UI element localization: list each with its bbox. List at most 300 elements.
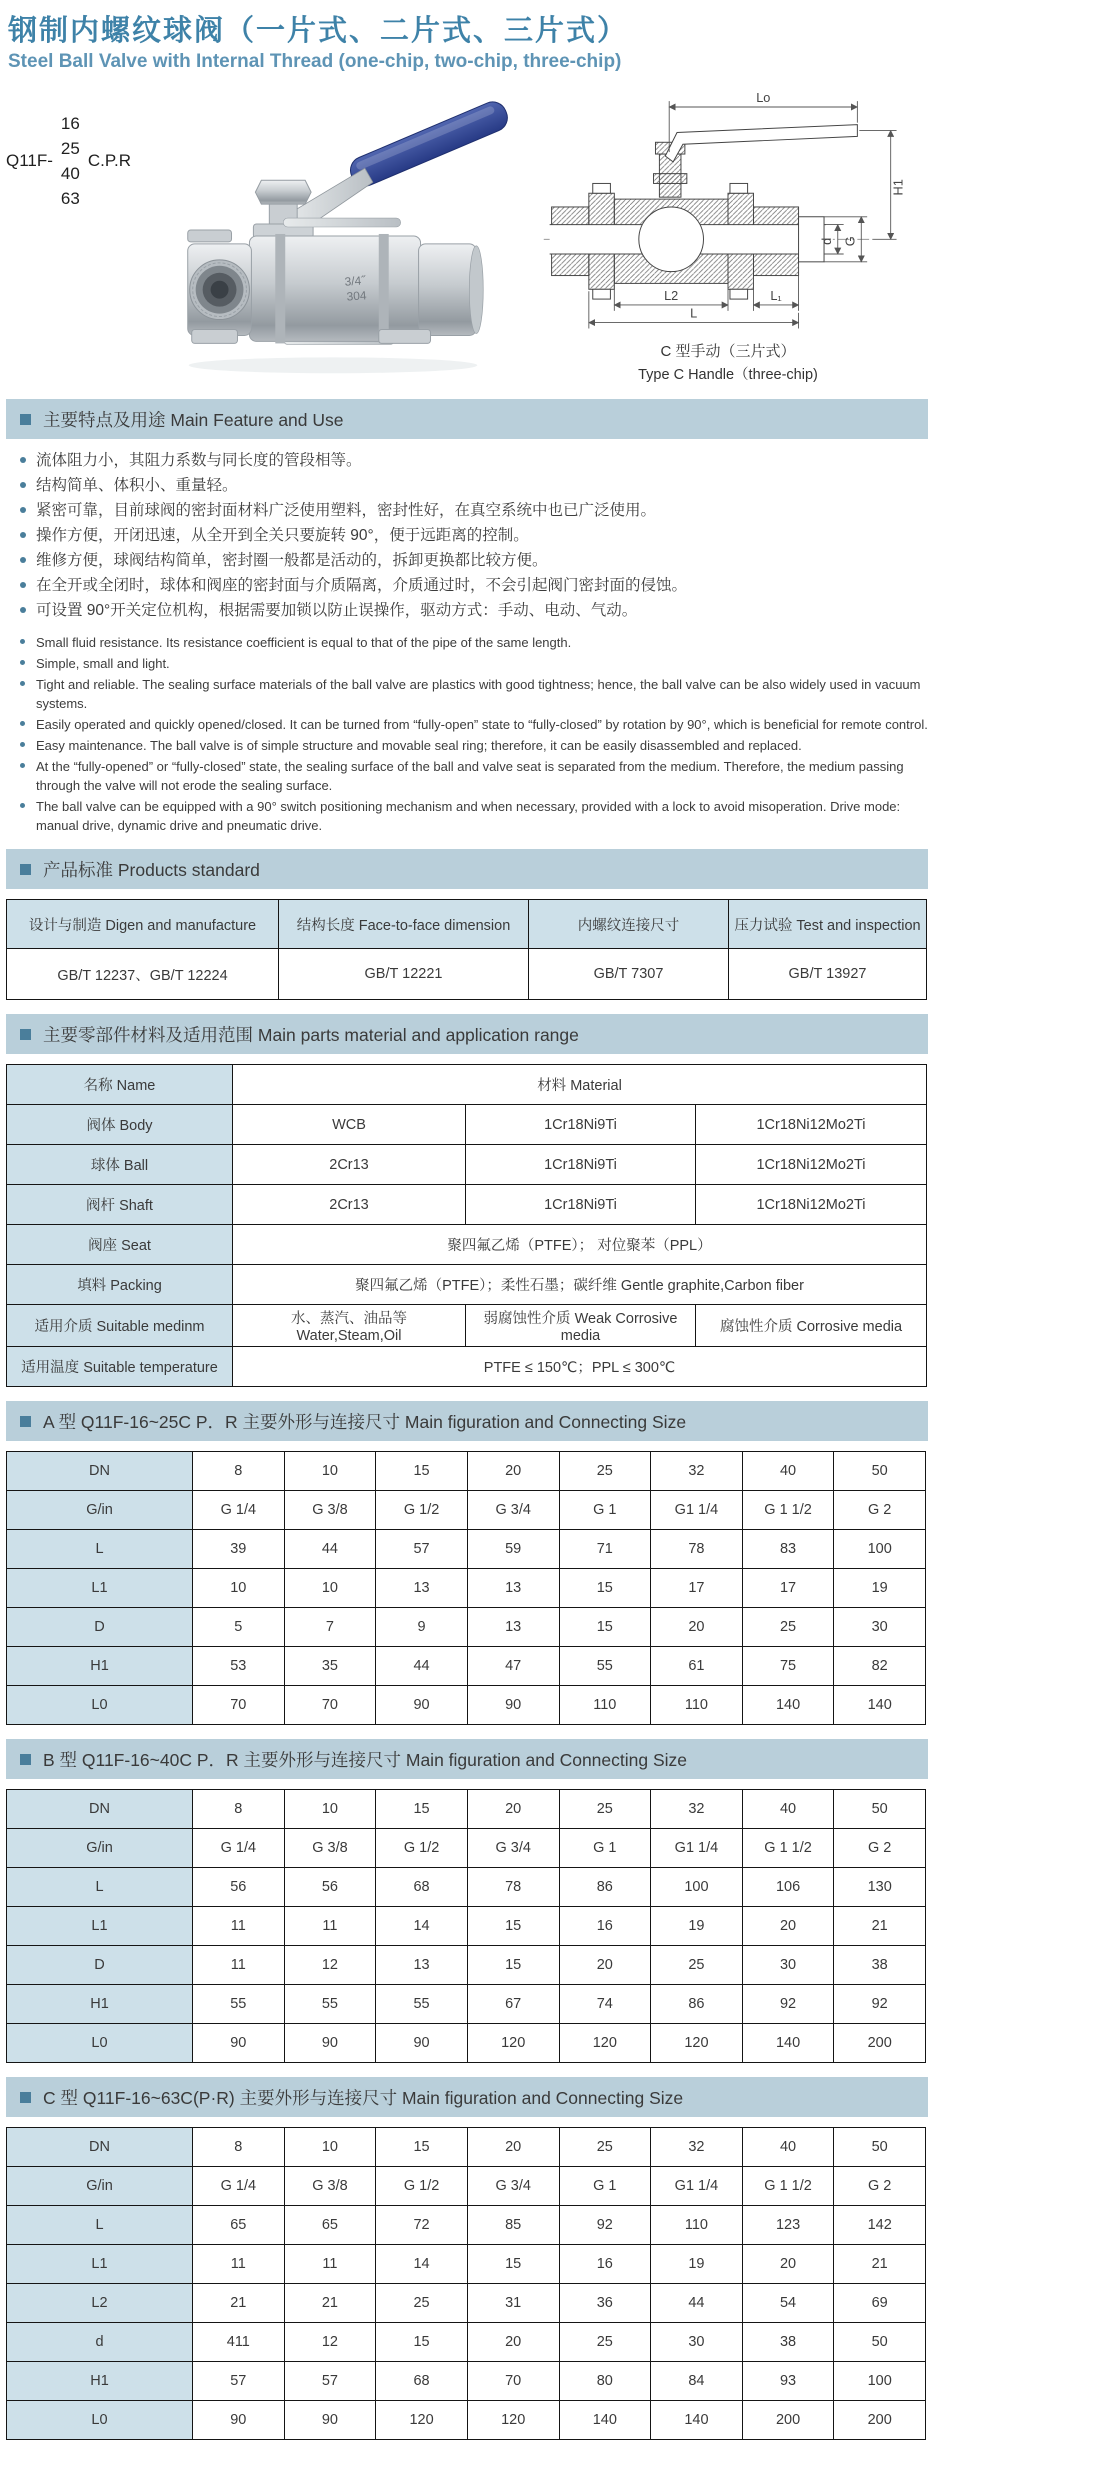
dim-value-cell: 90 (193, 2401, 285, 2440)
standards-column-header: 内螺纹连接尺寸 (529, 900, 729, 949)
dim-value-cell: 35 (284, 1647, 376, 1686)
handle-grip (346, 98, 512, 191)
dim-value-cell: 12 (284, 1946, 376, 1985)
label-lo: Lo (756, 90, 771, 106)
drawing-svg (532, 77, 924, 333)
standards-value-cell: GB/T 12221 (279, 949, 529, 1000)
dim-value-cell: 90 (376, 1686, 468, 1725)
dim-value-cell: 110 (651, 2206, 743, 2245)
dim-row-label: L (7, 1530, 193, 1569)
materials-cell: 弱腐蚀性介质 Weak Corrosive media (466, 1305, 696, 1347)
dim-row-label: L0 (7, 2024, 193, 2063)
dim-table-c-body (7, 2128, 926, 2440)
dim-value-cell: 21 (834, 1907, 926, 1946)
dim-value-cell: 120 (467, 2401, 559, 2440)
body-center (249, 236, 420, 341)
feature-item-zh: 操作方便，开闭迅速，从全开到全关只要旋转 90°，便于远距离的控制。 (16, 524, 928, 548)
drawing-caption-zh: C 型手动（三片式） (660, 343, 796, 360)
dim-row (7, 2362, 926, 2401)
section-bar-dim-a (6, 1401, 928, 1441)
standards-table (6, 899, 927, 1000)
dim-value-cell: G1 1/4 (651, 1491, 743, 1530)
model-suffix: C.P.R (87, 151, 131, 170)
dim-value-cell: 120 (559, 2024, 651, 2063)
dim-value-cell: 106 (742, 1868, 834, 1907)
materials-cell: 水、蒸汽、油品等 Water,Steam,Oil (233, 1305, 466, 1347)
dim-value-cell: G 2 (834, 1491, 926, 1530)
materials-header-row (7, 1065, 927, 1105)
dim-value-cell: 8 (193, 2128, 285, 2167)
dim-value-cell: 25 (376, 2284, 468, 2323)
valve-section (550, 125, 858, 299)
model-sizes (61, 111, 80, 211)
dim-value-cell: 50 (834, 2128, 926, 2167)
dim-value-cell: 411 (193, 2323, 285, 2362)
content (6, 0, 928, 2440)
dim-row-label: L1 (7, 1907, 193, 1946)
dim-value-cell: 30 (834, 1608, 926, 1647)
standards-header-row (7, 900, 927, 949)
dim-row (7, 1491, 926, 1530)
model-prefix: Q11F- (6, 151, 53, 170)
section-bar-features (6, 399, 928, 439)
section-title-dim-b: B 型 Q11F-16~40C P．R 主要外形与连接尺寸 Main figuration and Connecting Size (43, 1749, 688, 1770)
page-title: 钢制内螺纹球阀（一片式、二片式、三片式） (8, 15, 629, 47)
dim-value-cell: 20 (651, 1608, 743, 1647)
valve-photo-svg (134, 77, 532, 379)
dim-row-label: DN (7, 1452, 193, 1491)
feature-item-zh: 维修方便，球阀结构简单，密封圈一般都是活动的，拆卸更换都比较方便。 (16, 549, 928, 573)
dim-value-cell: 10 (284, 1790, 376, 1829)
section-bar-dim-b (6, 1739, 928, 1779)
dim-value-cell: 20 (742, 1907, 834, 1946)
dim-value-cell: 21 (834, 2245, 926, 2284)
materials-row-label: 填料 Packing (7, 1265, 233, 1305)
dim-value-cell: 78 (651, 1530, 743, 1569)
dim-value-cell: 30 (742, 1946, 834, 1985)
dim-value-cell: 70 (467, 2362, 559, 2401)
standards-column-header: 压力试验 Test and inspection (729, 900, 927, 949)
body-stamp-grade: 304 (346, 288, 368, 304)
dim-value-cell: 55 (559, 1647, 651, 1686)
dim-value-cell: G 1/2 (376, 1829, 468, 1868)
dim-value-cell: 130 (834, 1868, 926, 1907)
dim-value-cell: 38 (742, 2323, 834, 2362)
section-title-features: 主要特点及用途 Main Feature and Use (43, 409, 344, 430)
dim-value-cell: 19 (834, 1569, 926, 1608)
dim-row (7, 1946, 926, 1985)
section-square-icon (20, 1029, 31, 1040)
dim-value-cell: 80 (559, 2362, 651, 2401)
dim-value-cell: 25 (559, 1790, 651, 1829)
dim-row-label: DN (7, 2128, 193, 2167)
dim-value-cell: 93 (742, 2362, 834, 2401)
dim-value-cell: 32 (651, 1452, 743, 1491)
materials-row-label: 阀体 Body (7, 1105, 233, 1145)
feature-item-zh: 可设置 90°开关定位机构，根据需要加锁以防止误操作，驱动方式：手动、电动、气动。 (16, 599, 928, 623)
materials-cell: 1Cr18Ni9Ti (466, 1185, 696, 1225)
dim-value-cell: 140 (742, 1686, 834, 1725)
dim-row-label: G/in (7, 1491, 193, 1530)
feature-item-zh: 在全开或全闭时，球体和阀座的密封面与介质隔离，介质通过时，不会引起阀门密封面的侵蚀。 (16, 574, 928, 598)
dim-value-cell: 50 (834, 2323, 926, 2362)
dim-value-cell: G 3/4 (467, 1829, 559, 1868)
materials-cell: 2Cr13 (233, 1185, 466, 1225)
feature-list-en (6, 633, 928, 835)
dim-value-cell: 92 (559, 2206, 651, 2245)
dim-value-cell: 44 (376, 1647, 468, 1686)
dim-value-cell: 55 (284, 1985, 376, 2024)
materials-cell: 1Cr18Ni12Mo2Ti (696, 1185, 927, 1225)
dim-value-cell: G1 1/4 (651, 2167, 743, 2206)
bolt-bottom-left (192, 329, 238, 343)
materials-row (7, 1305, 927, 1347)
dim-value-cell: 32 (651, 2128, 743, 2167)
dim-row-label: L (7, 1868, 193, 1907)
dim-value-cell: 47 (467, 1647, 559, 1686)
dim-value-cell: 90 (284, 2401, 376, 2440)
dim-value-cell: 30 (651, 2323, 743, 2362)
dim-value-cell: 39 (193, 1530, 285, 1569)
materials-row (7, 1265, 927, 1305)
dim-value-cell: 83 (742, 1530, 834, 1569)
materials-table (6, 1064, 927, 1387)
dim-value-cell: 100 (834, 1530, 926, 1569)
dim-value-cell: 32 (651, 1790, 743, 1829)
dim-value-cell: 90 (193, 2024, 285, 2063)
dim-value-cell: 59 (467, 1530, 559, 1569)
materials-row (7, 1347, 927, 1387)
dim-value-cell: 15 (376, 2128, 468, 2167)
dim-value-cell: 40 (742, 1452, 834, 1491)
dim-value-cell: 20 (559, 1946, 651, 1985)
dim-row-label: D (7, 1608, 193, 1647)
model-designation (6, 111, 134, 211)
dim-value-cell: 57 (193, 2362, 285, 2401)
dim-value-cell: G 2 (834, 1829, 926, 1868)
dim-value-cell: 82 (834, 1647, 926, 1686)
dim-row (7, 1985, 926, 2024)
dim-value-cell: 11 (193, 1907, 285, 1946)
dim-row (7, 1868, 926, 1907)
dim-value-cell: G1 1/4 (651, 1829, 743, 1868)
dim-table-a-body (7, 1452, 926, 1725)
dim-value-cell: 140 (651, 2401, 743, 2440)
dim-value-cell: 120 (376, 2401, 468, 2440)
body-stamp-size: 3/4˝ (344, 273, 366, 289)
dim-value-cell: 90 (467, 1686, 559, 1725)
label-l2: L2 (664, 288, 679, 304)
dim-value-cell: 67 (467, 1985, 559, 2024)
dim-row (7, 1452, 926, 1491)
dim-value-cell: 71 (559, 1530, 651, 1569)
page-subtitle: Steel Ball Valve with Internal Thread (one-chip, two-chip, three-chip) (8, 51, 622, 72)
dim-value-cell: 44 (284, 1530, 376, 1569)
dim-value-cell: 57 (284, 2362, 376, 2401)
dim-value-cell: 65 (193, 2206, 285, 2245)
materials-cell: WCB (233, 1105, 466, 1145)
dim-row-label: H1 (7, 1985, 193, 2024)
dim-value-cell: 20 (467, 1790, 559, 1829)
feature-item-en: Easy maintenance. The ball valve is of simple structure and movable seal ring; therefore, it can be easily disassembled and replaced. (16, 736, 928, 755)
dim-table-c (6, 2127, 926, 2440)
dim-row (7, 1829, 926, 1868)
dim-value-cell: 65 (284, 2206, 376, 2245)
dim-value-cell: G 3/8 (284, 1491, 376, 1530)
dim-value-cell: 8 (193, 1790, 285, 1829)
handle-outline (665, 125, 857, 162)
dim-value-cell: 25 (742, 1608, 834, 1647)
dim-value-cell: 19 (651, 1907, 743, 1946)
materials-row (7, 1185, 927, 1225)
model-size: 63 (60, 189, 80, 208)
thread-bore-hole (211, 281, 229, 299)
dim-value-cell: 31 (467, 2284, 559, 2323)
model-size: 25 (60, 139, 80, 158)
section-title-dim-c: C 型 Q11F-16~63C(P·R) 主要外形与连接尺寸 Main figuration and Connecting Size (43, 2087, 684, 2108)
standards-value-cell: GB/T 7307 (529, 949, 729, 1000)
dim-value-cell: 50 (834, 1790, 926, 1829)
dim-value-cell: 38 (834, 1946, 926, 1985)
dim-value-cell: 16 (559, 1907, 651, 1946)
tie-rod-top (283, 218, 400, 227)
dim-value-cell: 57 (376, 1530, 468, 1569)
section-square-icon (20, 1754, 31, 1765)
materials-row (7, 1105, 927, 1145)
dim-value-cell: 56 (193, 1868, 285, 1907)
dim-value-cell: 200 (834, 2024, 926, 2063)
dim-value-cell: 15 (376, 2323, 468, 2362)
materials-cell: 1Cr18Ni12Mo2Ti (696, 1145, 927, 1185)
hero-row (6, 77, 928, 385)
dim-value-cell: 21 (284, 2284, 376, 2323)
feature-item-en: Simple, small and light. (16, 654, 928, 673)
dim-row-label: L1 (7, 1569, 193, 1608)
dim-value-cell: 90 (284, 2024, 376, 2063)
right-cap (419, 244, 477, 336)
dim-row (7, 1907, 926, 1946)
feature-item-en: The ball valve can be equipped with a 90° switch positioning mechanism and when necessary, provided with a lock to avoid misoperation. Drive mode: manual drive, dynamic drive and pneumatic drive. (16, 797, 928, 835)
dim-row (7, 2245, 926, 2284)
dim-value-cell: G 3/4 (467, 2167, 559, 2206)
section-bar-dim-c (6, 2077, 928, 2117)
dim-value-cell: 140 (742, 2024, 834, 2063)
standards-value-row (7, 949, 927, 1000)
dim-value-cell: 74 (559, 1985, 651, 2024)
standards-column-header: 设计与制造 Digen and manufacture (7, 900, 279, 949)
dim-value-cell: 20 (467, 2128, 559, 2167)
dim-value-cell: G 1 1/2 (742, 2167, 834, 2206)
materials-cell: 聚四氟乙烯（PTFE）； 对位聚苯（PPL） (233, 1225, 927, 1265)
dim-value-cell: 110 (651, 1686, 743, 1725)
dim-value-cell: 84 (651, 2362, 743, 2401)
valve-photo (134, 77, 532, 379)
standards-value-cell: GB/T 13927 (729, 949, 927, 1000)
right-cap-face (469, 246, 483, 334)
dim-value-cell: 78 (467, 1868, 559, 1907)
label-l1: L₁ (770, 288, 782, 304)
model-size: 40 (60, 164, 80, 183)
dim-value-cell: 17 (651, 1569, 743, 1608)
standards-value-cell: GB/T 12237、GB/T 12224 (7, 949, 279, 1000)
dim-value-cell: 10 (193, 1569, 285, 1608)
label-l: L (690, 305, 698, 321)
dim-value-cell: 7 (284, 1608, 376, 1647)
dim-value-cell: G 1 (559, 1491, 651, 1530)
dim-row-label: D (7, 1946, 193, 1985)
dim-row (7, 1686, 926, 1725)
dim-value-cell: 15 (376, 1452, 468, 1491)
feature-item-en: At the “fully-opened” or “fully-closed” state, the sealing surface of the ball and valve seat is separated from the medium. Therefore, the medium passing through the valve will not erode the sealing surface. (16, 757, 928, 795)
dim-value-cell: G 1/2 (376, 1491, 468, 1530)
materials-tbody (7, 1065, 927, 1387)
dim-row (7, 1530, 926, 1569)
dim-value-cell: 40 (742, 1790, 834, 1829)
dim-table-b (6, 1789, 926, 2063)
dim-value-cell: G 1 1/2 (742, 1491, 834, 1530)
dim-row (7, 1608, 926, 1647)
dim-row-label: L0 (7, 1686, 193, 1725)
standards-column-header: 结构长度 Face-to-face dimension (279, 900, 529, 949)
section-bar-standards (6, 849, 928, 889)
materials-row-label: 球体 Ball (7, 1145, 233, 1185)
dim-table-a (6, 1451, 926, 1725)
dim-value-cell: 19 (651, 2245, 743, 2284)
dim-value-cell: 70 (193, 1686, 285, 1725)
section-bar-materials (6, 1014, 928, 1054)
dim-row (7, 1647, 926, 1686)
dim-value-cell: 68 (376, 1868, 468, 1907)
dim-value-cell: 20 (467, 1452, 559, 1491)
dim-row (7, 1569, 926, 1608)
section-title-dim-a: A 型 Q11F-16~25C P．R 主要外形与连接尺寸 Main figuration and Connecting Size (43, 1411, 687, 1432)
feature-item-en: Easily operated and quickly opened/closed. It can be turned from “fully-open” state to “fully-closed” by rotation by 90°, which is beneficial for remote control. (16, 715, 928, 734)
dim-value-cell: 12 (284, 2323, 376, 2362)
dim-value-cell: 140 (834, 1686, 926, 1725)
dim-value-cell: 15 (467, 1946, 559, 1985)
feature-item-zh: 流体阻力小，其阻力系数与同长度的管段相等。 (16, 449, 928, 473)
dim-value-cell: G 1/4 (193, 1491, 285, 1530)
materials-name-header: 名称 Name (7, 1065, 233, 1105)
dim-value-cell: 69 (834, 2284, 926, 2323)
dim-row-label: H1 (7, 2362, 193, 2401)
stem-nut (255, 180, 311, 204)
body-joint-right (379, 234, 389, 343)
dim-value-cell: 110 (559, 1686, 651, 1725)
dim-value-cell: G 1 1/2 (742, 1829, 834, 1868)
materials-row-label: 阀杆 Shaft (7, 1185, 233, 1225)
dim-row (7, 2323, 926, 2362)
dim-value-cell: 11 (193, 1946, 285, 1985)
dim-value-cell: 14 (376, 1907, 468, 1946)
label-d: d (818, 237, 834, 245)
dim-row-label: L2 (7, 2284, 193, 2323)
dim-value-cell: 36 (559, 2284, 651, 2323)
dim-value-cell: 86 (651, 1985, 743, 2024)
section-square-icon (20, 864, 31, 875)
dim-row-label: H1 (7, 1647, 193, 1686)
dim-value-cell: 17 (742, 1569, 834, 1608)
dim-value-cell: 13 (467, 1608, 559, 1647)
section-square-icon (20, 414, 31, 425)
dim-value-cell: 40 (742, 2128, 834, 2167)
photo-shadow (189, 357, 478, 373)
dim-row (7, 2206, 926, 2245)
dim-value-cell: 8 (193, 1452, 285, 1491)
dim-row-label: G/in (7, 1829, 193, 1868)
dim-value-cell: G 3/8 (284, 1829, 376, 1868)
technical-drawing (532, 77, 924, 387)
dim-value-cell: 25 (559, 2323, 651, 2362)
materials-row-label: 适用介质 Suitable medinm (7, 1305, 233, 1347)
dim-value-cell: 13 (376, 1569, 468, 1608)
section-square-icon (20, 1416, 31, 1427)
dim-value-cell: G 1/2 (376, 2167, 468, 2206)
section-title-standards: 产品标准 Products standard (43, 859, 260, 880)
label-g: G (842, 236, 858, 247)
dim-table-b-body (7, 1790, 926, 2063)
dim-value-cell: 11 (193, 2245, 285, 2284)
body-joint-left (275, 234, 285, 343)
feature-item-en: Small fluid resistance. Its resistance coefficient is equal to that of the pipe of the same length. (16, 633, 928, 652)
dim-value-cell: 16 (559, 2245, 651, 2284)
dim-value-cell: 68 (376, 2362, 468, 2401)
materials-cell: PTFE ≤ 150℃；PPL ≤ 300℃ (233, 1347, 927, 1387)
dim-value-cell: 13 (467, 1569, 559, 1608)
materials-row (7, 1225, 927, 1265)
dim-value-cell: 11 (284, 2245, 376, 2284)
materials-cell: 1Cr18Ni9Ti (466, 1145, 696, 1185)
dim-row-label: L (7, 2206, 193, 2245)
dim-value-cell: G 3/4 (467, 1491, 559, 1530)
dim-value-cell: 92 (742, 1985, 834, 2024)
dim-value-cell: 15 (467, 2245, 559, 2284)
materials-row-label: 阀座 Seat (7, 1225, 233, 1265)
dim-value-cell: 20 (742, 2245, 834, 2284)
dim-value-cell: 10 (284, 2128, 376, 2167)
dim-value-cell: G 1 (559, 1829, 651, 1868)
dim-value-cell: 13 (376, 1946, 468, 1985)
dim-value-cell: 70 (284, 1686, 376, 1725)
dim-value-cell: G 1/4 (193, 1829, 285, 1868)
dim-row (7, 2128, 926, 2167)
dim-value-cell: 44 (651, 2284, 743, 2323)
materials-cell: 聚四氟乙烯（PTFE）；柔性石墨；碳纤维 Gentle graphite,Carbon fiber (233, 1265, 927, 1305)
materials-row (7, 1145, 927, 1185)
dim-value-cell: 15 (467, 1907, 559, 1946)
feature-item-en: Tight and reliable. The sealing surface materials of the ball valve are plastics with good tightness; hence, the ball valve can be also widely used in vacuum systems. (16, 675, 928, 713)
dim-value-cell: G 2 (834, 2167, 926, 2206)
dim-value-cell: 120 (651, 2024, 743, 2063)
dim-value-cell: G 1 (559, 2167, 651, 2206)
materials-material-header: 材料 Material (233, 1065, 927, 1105)
feature-item-zh: 紧密可靠，目前球阀的密封面材料广泛使用塑料，密封性好，在真空系统中也已广泛使用。 (16, 499, 928, 523)
label-h1: H1 (890, 179, 906, 196)
dim-section-c (6, 2077, 928, 2440)
section-title-materials: 主要零部件材料及适用范围 Main parts material and application range (43, 1024, 579, 1045)
dim-value-cell: 92 (834, 1985, 926, 2024)
dim-value-cell: 10 (284, 1569, 376, 1608)
dim-value-cell: 86 (559, 1868, 651, 1907)
dim-value-cell: 5 (193, 1608, 285, 1647)
dim-value-cell: 56 (284, 1868, 376, 1907)
model-size: 16 (60, 114, 80, 133)
materials-cell: 2Cr13 (233, 1145, 466, 1185)
dim-value-cell: 200 (742, 2401, 834, 2440)
dim-value-cell: 55 (376, 1985, 468, 2024)
dim-value-cell: 53 (193, 1647, 285, 1686)
materials-row-label: 适用温度 Suitable temperature (7, 1347, 233, 1387)
